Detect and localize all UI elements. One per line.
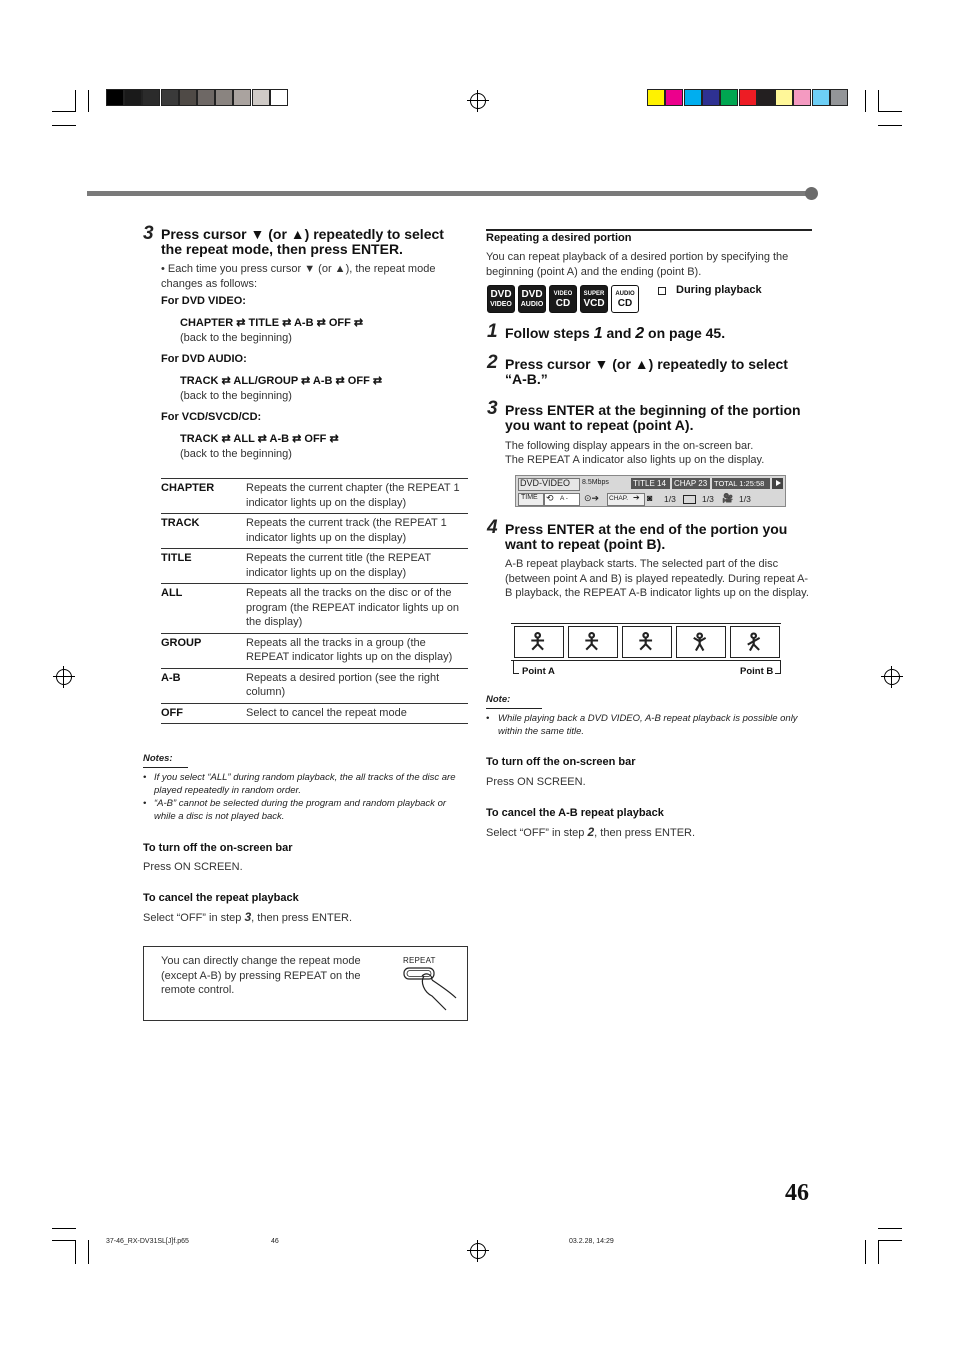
right-cancel-post: , then press ENTER.: [594, 827, 696, 839]
cancel-body-post: , then press ENTER.: [251, 912, 353, 924]
cancel-body-step: 3: [244, 910, 252, 924]
osd-chap-arrow-icon: ➔: [633, 493, 640, 502]
tip-box: [143, 946, 468, 1021]
disc-icon-bottom-text: CD: [555, 298, 571, 309]
osd-ab: A -: [560, 495, 568, 502]
section-intro: You can repeat playback of a desired portion by specifying the beginning (point A) and the ending (point B).: [486, 251, 789, 278]
cancel-title: To cancel the repeat playback: [143, 892, 299, 904]
osd-audio-icon: ◙: [647, 493, 653, 503]
table-row: [161, 703, 468, 724]
osd-angle: 1/3: [739, 494, 751, 504]
dvd-audio-sequence: TRACK ⇄ ALL/GROUP ⇄ A-B ⇄ OFF ⇄: [180, 375, 383, 387]
during-playback-label: During playback: [676, 284, 762, 296]
disc-icon-audio-cd: [611, 285, 639, 313]
step3-right-heading: Press ENTER at the beginning of the portion you want to repeat (point A).: [505, 402, 801, 433]
table-value: Repeats all the tracks on the disc or of the program (the REPEAT indicator lights up on the display): [246, 584, 468, 634]
step2-heading: Press cursor ▼ (or ▲) repeatedly to select “A-B.”: [505, 356, 788, 387]
film-frame: 🯅: [514, 626, 564, 658]
step1-number: 1: [487, 321, 498, 342]
turnoff-title: To turn off the on-screen bar: [143, 842, 293, 854]
step1-ref-b: 2: [635, 325, 645, 342]
vcd-label: For VCD/SVCD/CD:: [161, 411, 262, 423]
film-frame: 🯆: [676, 626, 726, 658]
gray-swatch: [106, 89, 124, 106]
disc-icon-top-text: DVD: [521, 289, 543, 300]
step3-heading: Press cursor ▼ (or ▲) repeatedly to select the repeat mode, then press ENTER.: [161, 226, 444, 257]
film-strip-bottom-rule: [511, 660, 781, 661]
table-row: [161, 584, 468, 634]
note-rule: [486, 708, 542, 709]
note-1: • If you select “ALL” during random playback, the all tracks of the disc are played repeatedly in random order.: [143, 771, 468, 797]
table-value: Repeats a desired portion (see the right column): [246, 668, 468, 703]
step3-right-number: 3: [487, 398, 498, 419]
osd-mode: DVD-VIDEO: [520, 478, 571, 488]
color-swatch: [647, 89, 665, 106]
step3-body-2: The REPEAT A indicator also lights up on the display.: [505, 454, 765, 466]
right-turnoff-title: To turn off the on-screen bar: [486, 756, 636, 768]
registration-mark-right-icon: [884, 669, 900, 685]
note-2-text: “A-B” cannot be selected during the program and random playback or while a disc is not played back.: [154, 798, 447, 822]
table-value: Repeats the current track (the REPEAT 1 indicator lights up on the display): [246, 514, 468, 549]
osd-repeat-icon: ⟲: [546, 493, 554, 503]
table-value: Repeats all the tracks in a group (the REPEAT indicator lights up on the display): [246, 633, 468, 668]
step1-mid: and: [602, 325, 636, 341]
notes-title: Notes:: [143, 753, 173, 764]
repeat-button-label: REPEAT: [403, 956, 436, 965]
color-swatch: [702, 89, 720, 106]
disc-icon-top-text: SUPER: [583, 291, 605, 297]
right-note-1: • While playing back a DVD VIDEO, A-B repeat playback is possible only within the same title.: [486, 712, 811, 738]
step1-pre: Follow steps: [505, 325, 594, 341]
gray-swatch: [161, 89, 179, 106]
step1-post: on page 45.: [644, 325, 726, 341]
header-rule: [87, 191, 812, 196]
point-a-label: Point A: [522, 666, 555, 677]
section-top-rule: [486, 229, 812, 231]
table-key: A-B: [161, 668, 246, 703]
dvd-video-label: For DVD VIDEO:: [161, 295, 246, 307]
table-key: GROUP: [161, 633, 246, 668]
dvd-video-sequence: CHAPTER ⇄ TITLE ⇄ A-B ⇄ OFF ⇄: [180, 317, 364, 329]
table-key: TRACK: [161, 514, 246, 549]
disc-icon-bottom-text: VCD: [583, 298, 605, 309]
disc-icon-bottom-text: VIDEO: [490, 301, 512, 308]
color-swatch: [793, 89, 811, 106]
step1-heading: [505, 326, 725, 341]
step3-bullet: • Each time you press cursor ▼ (or ▲), the repeat mode changes as follows:: [161, 263, 436, 290]
step4-heading: Press ENTER at the end of the portion you want to repeat (point B).: [505, 521, 788, 552]
disc-icon-video-cd: [549, 285, 577, 313]
color-swatch: [739, 89, 757, 106]
table-value: Select to cancel the repeat mode: [246, 703, 468, 724]
table-row: [161, 633, 468, 668]
table-row: [161, 479, 468, 514]
disc-icon-top-text: DVD: [490, 289, 512, 300]
section-title: Repeating a desired portion: [486, 232, 632, 244]
repeat-mode-table: [161, 478, 468, 724]
color-swatch: [830, 89, 848, 106]
note-1-text: If you select “ALL” during random playback, the all tracks of the disc are played repeatedly in random order.: [154, 772, 456, 796]
osd-angle-icon: 🎥: [722, 493, 734, 503]
table-row: [161, 668, 468, 703]
step3-body-1: The following display appears in the on-screen bar.: [505, 440, 754, 452]
disc-icon-bottom-text: CD: [617, 298, 633, 309]
osd-total: TOTAL 1:25:58: [714, 479, 765, 488]
footer-page: 46: [271, 1238, 279, 1245]
color-swatch: [684, 89, 702, 106]
osd-title: TITLE 14: [633, 479, 666, 488]
point-a-tick-foot: [513, 673, 519, 674]
right-cancel-body: [486, 825, 695, 841]
disc-icon-bottom-text: AUDIO: [520, 301, 544, 308]
color-swatch: [757, 89, 775, 106]
osd-chap-btn: CHAP.: [609, 495, 629, 502]
dvd-video-back: (back to the beginning): [180, 332, 292, 344]
osd-sub: 1/3: [702, 494, 714, 504]
registration-mark-bottom-icon: [470, 1243, 486, 1259]
osd-subtitle-icon: [683, 495, 696, 504]
right-cancel-step: 2: [587, 825, 595, 839]
footer-date: 03.2.28, 14:29: [569, 1238, 614, 1245]
note-2: • “A-B” cannot be selected during the program and random playback or while a disc is not played back.: [143, 797, 468, 823]
osd-audio: 1/3: [664, 494, 676, 504]
checkbox-square-icon: [658, 287, 666, 295]
disc-icon-dvd-video: [487, 285, 515, 313]
on-screen-bar: [515, 475, 786, 507]
step1-ref-a: 1: [593, 325, 603, 342]
osd-clock-icon: ⊙➔: [584, 493, 600, 503]
page-number: 46: [785, 1180, 809, 1206]
note-title: Note:: [486, 694, 511, 705]
gray-swatch: [124, 89, 142, 106]
tip-text: You can directly change the repeat mode (except A-B) by pressing REPEAT on the remote control.: [161, 955, 361, 996]
footer-file: 37-46_RX-DV31SL[J]f.p65: [106, 1238, 189, 1245]
step4-body: A-B repeat playback starts. The selected part of the disc (between point A and B) is played repeatedly. During repeat A-B playback, the REPEAT A-B indicator lights up on the display.: [505, 558, 809, 599]
osd-play-icon: [772, 478, 783, 489]
table-key: OFF: [161, 703, 246, 724]
gray-swatch: [179, 89, 197, 106]
film-strip-top-rule: [511, 623, 781, 624]
table-value: Repeats the current chapter (the REPEAT 1 indicator lights up on the display): [246, 479, 468, 514]
header-rule-dot: [805, 187, 818, 200]
table-key: CHAPTER: [161, 479, 246, 514]
table-row: [161, 514, 468, 549]
dvd-audio-label: For DVD AUDIO:: [161, 353, 247, 365]
cancel-body-pre: Select “OFF” in step: [143, 912, 245, 924]
disc-icon-dvd-audio: [518, 285, 546, 313]
cancel-body: [143, 910, 352, 926]
osd-chap: CHAP 23: [674, 479, 708, 488]
table-row: [161, 549, 468, 584]
film-frame: 🯅: [568, 626, 618, 658]
gray-swatch: [233, 89, 251, 106]
vcd-back: (back to the beginning): [180, 448, 292, 460]
repeat-button-press-icon: [402, 966, 458, 1014]
film-frame: 🯅: [622, 626, 672, 658]
step3-number: 3: [143, 223, 154, 244]
registration-mark-top-icon: [470, 93, 486, 109]
right-turnoff-body: Press ON SCREEN.: [486, 776, 586, 788]
gray-swatch: [197, 89, 215, 106]
point-b-label: Point B: [740, 666, 774, 677]
color-swatch: [775, 89, 793, 106]
disc-icon-top-text: AUDIO: [615, 291, 635, 297]
step4-number: 4: [487, 517, 498, 538]
table-value: Repeats the current title (the REPEAT indicator lights up on the display): [246, 549, 468, 584]
table-key: TITLE: [161, 549, 246, 584]
notes-rule: [143, 767, 188, 768]
gray-swatch: [215, 89, 233, 106]
dvd-audio-back: (back to the beginning): [180, 390, 292, 402]
turnoff-body: Press ON SCREEN.: [143, 861, 243, 873]
disc-icon-super-vcd: [580, 285, 608, 313]
point-b-tick-foot: [775, 673, 781, 674]
gray-swatch: [252, 89, 270, 106]
registration-mark-left-icon: [56, 669, 72, 685]
step2-number: 2: [487, 352, 498, 373]
film-frame: 🯇: [730, 626, 780, 658]
color-swatch: [720, 89, 738, 106]
osd-rate: 8.5Mbps: [582, 479, 609, 486]
color-swatch: [665, 89, 683, 106]
right-note-1-text: While playing back a DVD VIDEO, A-B repeat playback is possible only within the same title.: [498, 713, 798, 737]
gray-swatch: [142, 89, 160, 106]
right-cancel-title: To cancel the A-B repeat playback: [486, 807, 664, 819]
vcd-sequence: TRACK ⇄ ALL ⇄ A-B ⇄ OFF ⇄: [180, 433, 339, 445]
table-key: ALL: [161, 584, 246, 634]
right-cancel-pre: Select “OFF” in step: [486, 827, 588, 839]
osd-time: TIME: [521, 494, 538, 501]
color-swatch: [812, 89, 830, 106]
disc-icon-top-text: VIDEO: [553, 291, 573, 297]
gray-swatch: [270, 89, 288, 106]
